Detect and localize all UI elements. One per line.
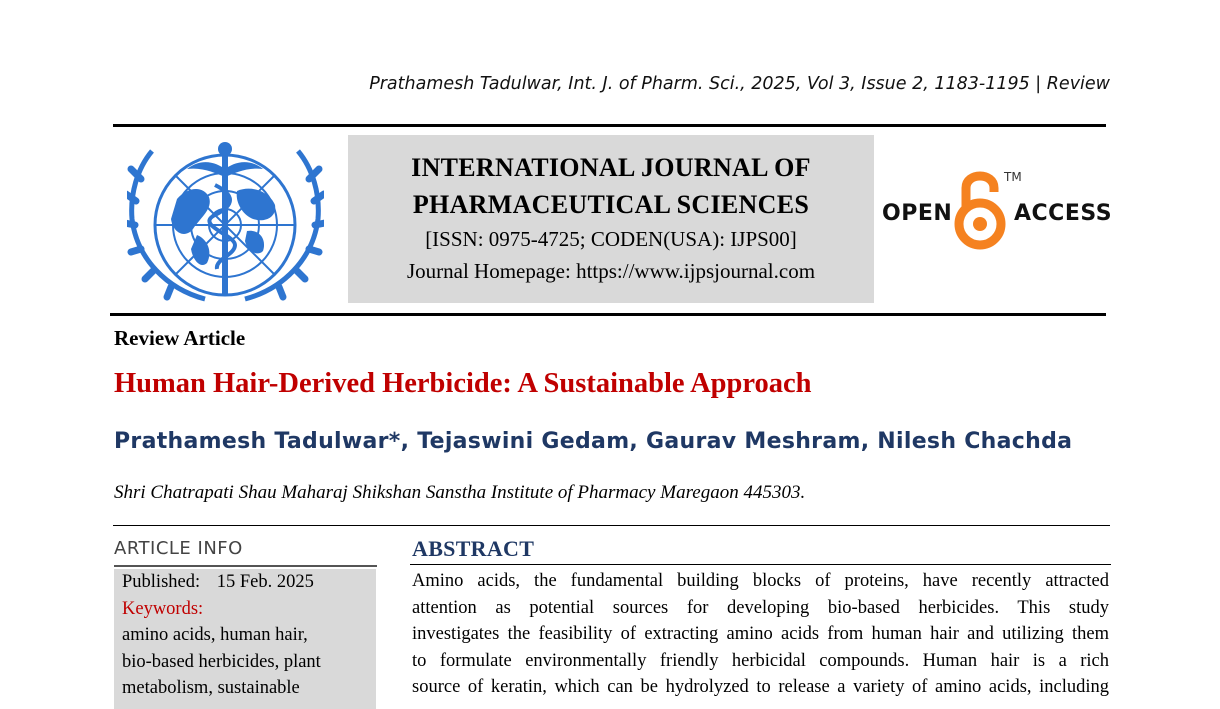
keyword-line: bio-based herbicides, plant xyxy=(122,651,321,672)
masthead-bottom-rule xyxy=(110,313,1106,316)
running-head: Prathamesh Tadulwar, Int. J. of Pharm. Sci., 2025, Vol 3, Issue 2, 1183-1195 | Review xyxy=(369,74,1110,94)
abstract-line: Amino acids, the fundamental building blocks of proteins, have recently attracted xyxy=(412,571,1109,591)
affiliation-rule xyxy=(113,525,1110,526)
article-type: Review Article xyxy=(114,326,246,350)
article-info-rule xyxy=(114,565,377,567)
article-info-heading: ARTICLE INFO xyxy=(114,538,243,559)
author-list: Prathamesh Tadulwar*, Tejaswini Gedam, Gaurav Meshram, Nilesh Chachda xyxy=(114,429,1073,454)
keyword-line: amino acids, human hair, xyxy=(122,625,308,645)
open-access-logo xyxy=(882,168,1113,250)
journal-emblem-logo xyxy=(127,139,324,305)
journal-name-line2: PHARMACEUTICAL SCIENCES xyxy=(412,190,810,219)
abstract-text xyxy=(412,568,1109,701)
article-title: Human Hair-Derived Herbicide: A Sustainable Approach xyxy=(114,368,812,399)
author-affiliation: Shri Chatrapati Shau Maharaj Shikshan Sanstha Institute of Pharmacy Maregaon 445303. xyxy=(114,482,806,503)
open-lock-icon xyxy=(954,168,1006,250)
article-info-box xyxy=(114,569,376,709)
published-row xyxy=(122,569,376,596)
keywords-label: Keywords: xyxy=(122,598,204,619)
abstract-line: source of keratin, which can be hydrolyzed to release a variety of amino acids, including xyxy=(412,677,1109,697)
issn-line: [ISSN: 0975-4725; CODEN(USA): IJPS00] xyxy=(425,227,797,251)
journal-homepage-link[interactable]: Journal Homepage: https://www.ijpsjournal.com xyxy=(406,259,816,283)
abstract-line: attention as potential sources for developing bio-based herbicides. This study xyxy=(412,597,1109,618)
keyword-line: metabolism, sustainable xyxy=(122,678,300,698)
open-access-open-text: OPEN xyxy=(882,201,953,226)
abstract-heading: ABSTRACT xyxy=(412,536,535,561)
open-access-access-text: ACCESS xyxy=(1014,201,1113,226)
published-label: Published: xyxy=(122,572,201,592)
abstract-rule xyxy=(410,564,1111,565)
journal-name-line1: INTERNATIONAL JOURNAL OF xyxy=(411,153,811,182)
trademark-mark: TM xyxy=(1004,170,1022,184)
abstract-line: investigates the feasibility of extracting amino acids from human hair and utilizing them xyxy=(412,624,1109,644)
abstract-line: to formulate environmentally friendly herbicidal compounds. Human hair is a rich xyxy=(412,650,1109,671)
journal-masthead xyxy=(348,135,874,303)
top-rule xyxy=(113,124,1106,127)
published-date: 15 Feb. 2025 xyxy=(216,572,314,592)
